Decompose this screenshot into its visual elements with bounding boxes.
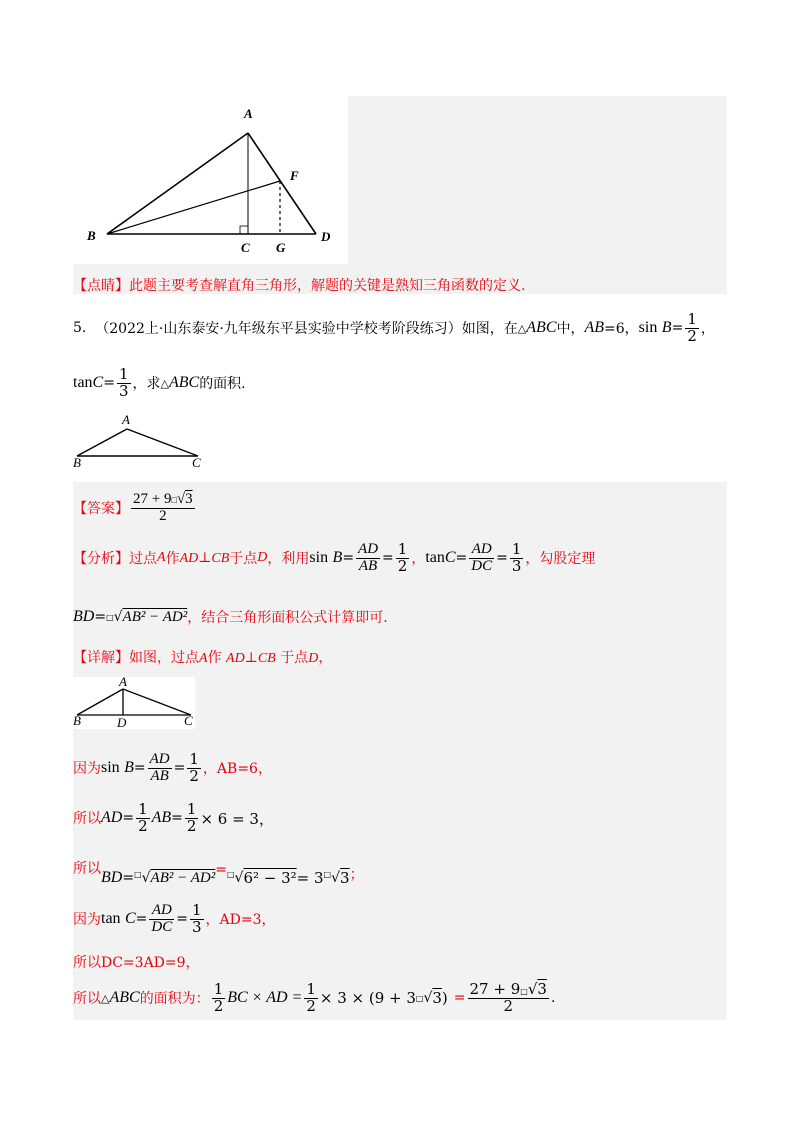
detail-line-6 <box>73 977 555 1019</box>
fig1-label-f: F <box>290 168 299 183</box>
sqrt-symbol: √ <box>113 609 123 625</box>
analysis-text-6: ，勾股定理 <box>525 551 596 567</box>
fraction-denominator: 2 <box>687 326 697 345</box>
fraction-numerator: 1 <box>687 309 697 328</box>
detail-l3-root: 3 <box>340 869 350 887</box>
fraction-numerator: AD <box>149 903 174 920</box>
analysis-fraction-ad-ab <box>356 542 380 575</box>
sqrt-symbol: √ <box>141 870 151 886</box>
triangle-abc-2: ABC <box>168 374 200 391</box>
cube-root-box: □ <box>134 869 142 879</box>
equals-sign: = <box>671 320 684 336</box>
answer-numerator: 27 + 9 <box>133 490 172 507</box>
fig1-label-d: D <box>321 229 331 244</box>
answer-line <box>73 488 197 528</box>
fig2-label-b: B <box>73 455 81 470</box>
fraction-denominator: 2 <box>189 766 199 785</box>
cube-root-box: □ <box>226 869 235 879</box>
detail-l4-third <box>190 900 204 936</box>
figure-1-triangle <box>73 96 348 264</box>
cube-root-box: □ <box>415 993 424 1003</box>
triangle-symbol: △ <box>517 321 527 335</box>
detail-l6-half-2 <box>304 979 318 1015</box>
analysis-text-2: 作 <box>165 551 180 567</box>
detail-l4-pre: 因为 <box>73 912 101 928</box>
eq-red: = <box>215 862 227 878</box>
final-numerator: 27 + 9 <box>469 979 521 998</box>
fraction-denominator: 3 <box>118 381 129 400</box>
problem-line-2 <box>73 362 246 404</box>
fraction-one-third <box>117 364 131 400</box>
fig1-label-b: B <box>87 228 96 243</box>
fig3-label-d: D <box>117 715 127 730</box>
analysis-angle-c: C <box>444 549 456 566</box>
analysis-point-d: D <box>257 550 268 565</box>
detail-l6-pre: 所以 <box>73 991 101 1007</box>
analysis-text-4: ，利用 <box>267 551 310 567</box>
cube-root-box: □ <box>520 986 528 996</box>
analysis-bd-eq: = <box>94 609 107 625</box>
fig3-label-b: B <box>73 713 81 728</box>
detail-l6-a: BC × AD = <box>227 989 303 1006</box>
analysis-fraction-half <box>396 539 410 575</box>
problem-line-1 <box>73 308 715 348</box>
fig1-label-g: G <box>276 240 286 255</box>
comment-line <box>73 275 525 295</box>
figure-3-triangle <box>73 677 195 729</box>
fraction-denominator: DC <box>151 918 173 935</box>
detail-l3-end: = 3 <box>296 869 324 887</box>
detail-l6-abc: ABC <box>109 989 140 1006</box>
detail-l1-pre: 因为 <box>73 761 101 777</box>
detail-l4-frac <box>149 903 174 936</box>
analysis-eq-2: = <box>382 550 394 566</box>
figure-2-triangle <box>70 418 210 473</box>
answer-tag: 【答案】 <box>73 501 129 517</box>
eq: = <box>133 760 146 776</box>
equals-sign-2: = <box>103 375 115 391</box>
analysis-perp: AD⊥CB <box>179 550 230 566</box>
fraction-numerator: 1 <box>397 539 408 558</box>
comment-tag: 【点睛】 <box>73 278 129 294</box>
detail-line-1 <box>73 748 272 788</box>
eq: = <box>171 810 183 826</box>
ask-end: 的面积. <box>199 376 246 392</box>
analysis-eq-3: = <box>455 550 468 566</box>
analysis-point-a: A <box>157 550 166 565</box>
fraction-denominator: 2 <box>213 996 224 1015</box>
detail-l3-radicand-2: 6² − 3² <box>243 869 297 887</box>
segment-bf <box>107 181 280 234</box>
detail-l5-text: 所以DC=3AD=9， <box>73 955 200 971</box>
analysis-sin: sin <box>309 549 329 566</box>
fraction-numerator: 1 <box>118 364 129 383</box>
analysis-text-5: ， <box>411 551 426 567</box>
fraction-numerator: 1 <box>213 979 224 998</box>
fig3-label-a: A <box>119 674 127 689</box>
analysis-eq-4: = <box>496 550 508 566</box>
fraction-denominator: 2 <box>138 816 148 835</box>
answer-denominator: 2 <box>159 507 167 524</box>
detail-l2-rest: × 6 = 3， <box>200 809 274 828</box>
detail-l6-final-frac <box>468 979 549 1015</box>
segment-ad <box>248 133 316 234</box>
detail-line-3 <box>73 848 364 888</box>
fraction-denominator: 2 <box>306 996 316 1015</box>
detail-l2-half-2 <box>185 799 199 835</box>
detail-l6-mid: 的面积为： <box>139 991 210 1007</box>
triangle-symbol-2: △ <box>160 376 169 390</box>
analysis-bd: BD <box>73 608 95 625</box>
ab-value: =6， <box>604 321 639 337</box>
ask-text: ，求 <box>132 376 161 392</box>
detail-point-d: D <box>308 651 319 666</box>
fraction-numerator: 1 <box>306 979 316 998</box>
ab-label: AB <box>584 319 605 336</box>
detail-l1-angle: B <box>124 759 134 776</box>
analysis-fraction-ad-dc <box>469 542 494 575</box>
sin-angle-b: B <box>661 319 672 336</box>
fraction-denominator: AB <box>150 767 169 784</box>
sin-label: sin <box>638 319 658 336</box>
analysis-line-1 <box>73 536 595 580</box>
analysis-line-2 <box>73 600 388 634</box>
triangle-abc: ABC <box>526 319 557 336</box>
eq: = <box>122 870 135 886</box>
analysis-text-1: 过点 <box>129 551 157 567</box>
sqrt-symbol: √ <box>331 870 341 886</box>
fig2-label-c: C <box>192 455 201 470</box>
detail-l1-frac <box>148 752 172 785</box>
detail-l2-half <box>136 799 150 835</box>
fraction-numerator: AD <box>149 750 170 767</box>
final-root: 3 <box>537 979 547 998</box>
fraction-denominator: DC <box>471 557 493 574</box>
detail-l6-half <box>212 979 226 1015</box>
detail-l2-ab: AB <box>151 809 172 826</box>
detail-end: ， <box>318 650 333 666</box>
fraction-numerator: 1 <box>189 749 199 768</box>
detail-l2-pre: 所以 <box>73 811 101 827</box>
detail-l6-root: 3 <box>432 989 442 1007</box>
fraction-numerator: AD <box>358 540 379 557</box>
detail-line-2 <box>73 798 274 838</box>
detail-l2-ad: AD <box>101 809 123 826</box>
detail-l3-tail: ； <box>349 867 364 883</box>
analysis-radicand: AB² − AD² <box>122 608 188 625</box>
comment-text: 此题主要考查解直角三角形，解题的关键是熟知三角函数的定义. <box>129 278 526 294</box>
detail-l4-tan: tan <box>101 910 121 927</box>
detail-tag: 【详解】 <box>73 650 129 666</box>
detail-l6-c: ) <box>441 989 448 1007</box>
analysis-fraction-third <box>510 539 524 575</box>
analysis-tag: 【分析】 <box>73 551 129 567</box>
analysis-angle-b: B <box>332 549 343 566</box>
sqrt-symbol: √ <box>234 870 244 886</box>
final-denominator: 2 <box>503 996 513 1015</box>
detail-l6-dot: . <box>550 990 556 1006</box>
detail-l1-half <box>187 749 201 785</box>
detail-intro: 如图，过点 <box>129 650 199 666</box>
sqrt-symbol: √ <box>423 990 433 1006</box>
detail-l3-radicand-1: AB² − AD² <box>150 869 216 886</box>
detail-zuo: 作 <box>207 650 222 666</box>
fraction-denominator: AB <box>358 557 378 574</box>
detail-intro-line <box>73 647 332 667</box>
detail-l6-eq: = <box>453 990 466 1006</box>
eq: = <box>176 911 188 927</box>
analysis-tan: tan <box>425 549 445 566</box>
fraction-denominator: 3 <box>511 556 522 575</box>
detail-yu: 于点 <box>280 650 309 666</box>
problem-source: （2022上·山东泰安·九年级东平县实验中学校考阶段练习）如图，在 <box>95 321 518 337</box>
comma: ， <box>700 321 715 337</box>
eq: = <box>135 911 148 927</box>
sqrt-symbol: √ <box>527 979 538 998</box>
fraction-numerator: 1 <box>138 799 148 818</box>
detail-l3-bd: BD <box>101 869 123 886</box>
detail-line-5 <box>73 952 200 972</box>
fraction-numerator: AD <box>469 542 494 559</box>
detail-l4-angle: C <box>125 910 136 927</box>
sqrt-symbol: √ <box>176 490 186 507</box>
fraction-denominator: 2 <box>186 816 197 835</box>
fig3-label-c: C <box>184 713 193 728</box>
analysis-eq-1: = <box>342 550 355 566</box>
right-angle-mark <box>240 226 248 234</box>
problem-number: 5. <box>73 320 87 336</box>
fraction-numerator: 1 <box>511 539 522 558</box>
cube-root-box: □ <box>106 612 114 622</box>
text-zhong: 中， <box>556 321 585 337</box>
detail-l6-triangle: △ <box>101 991 110 1005</box>
fig1-label-c: C <box>241 240 250 255</box>
fraction-denominator: 2 <box>397 556 408 575</box>
detail-l3-pre: 所以 <box>73 861 101 877</box>
tan-angle-c: C <box>92 374 104 391</box>
fig1-label-a: A <box>244 106 253 121</box>
eq: = <box>173 760 186 776</box>
detail-l1-sin: sin <box>101 759 120 776</box>
analysis-text-3: 于点 <box>229 551 258 567</box>
fraction-one-half <box>685 309 699 345</box>
detail-line-4 <box>73 898 276 940</box>
detail-l1-tail: ，AB=6， <box>202 761 272 777</box>
detail-l4-tail: ，AD=3， <box>205 912 276 928</box>
cube-root-box: □ <box>323 869 332 879</box>
answer-fraction <box>131 492 195 525</box>
tan-label: tan <box>73 374 93 391</box>
detail-perp: AD⊥CB <box>226 651 276 666</box>
detail-point-a: A <box>199 651 208 666</box>
segment-ba <box>107 133 248 234</box>
fraction-denominator: 3 <box>191 917 202 936</box>
cube-root-symbol: □ <box>171 494 177 505</box>
answer-radicand: 3 <box>185 490 193 507</box>
fig2-label-a: A <box>122 412 130 427</box>
detail-l6-b: × 3 × (9 + 3 <box>319 989 416 1007</box>
fraction-numerator: 1 <box>186 799 197 818</box>
eq: = <box>122 810 135 826</box>
fraction-numerator: 1 <box>191 900 202 919</box>
analysis-text-7: ，结合三角形面积公式计算即可. <box>187 610 388 626</box>
